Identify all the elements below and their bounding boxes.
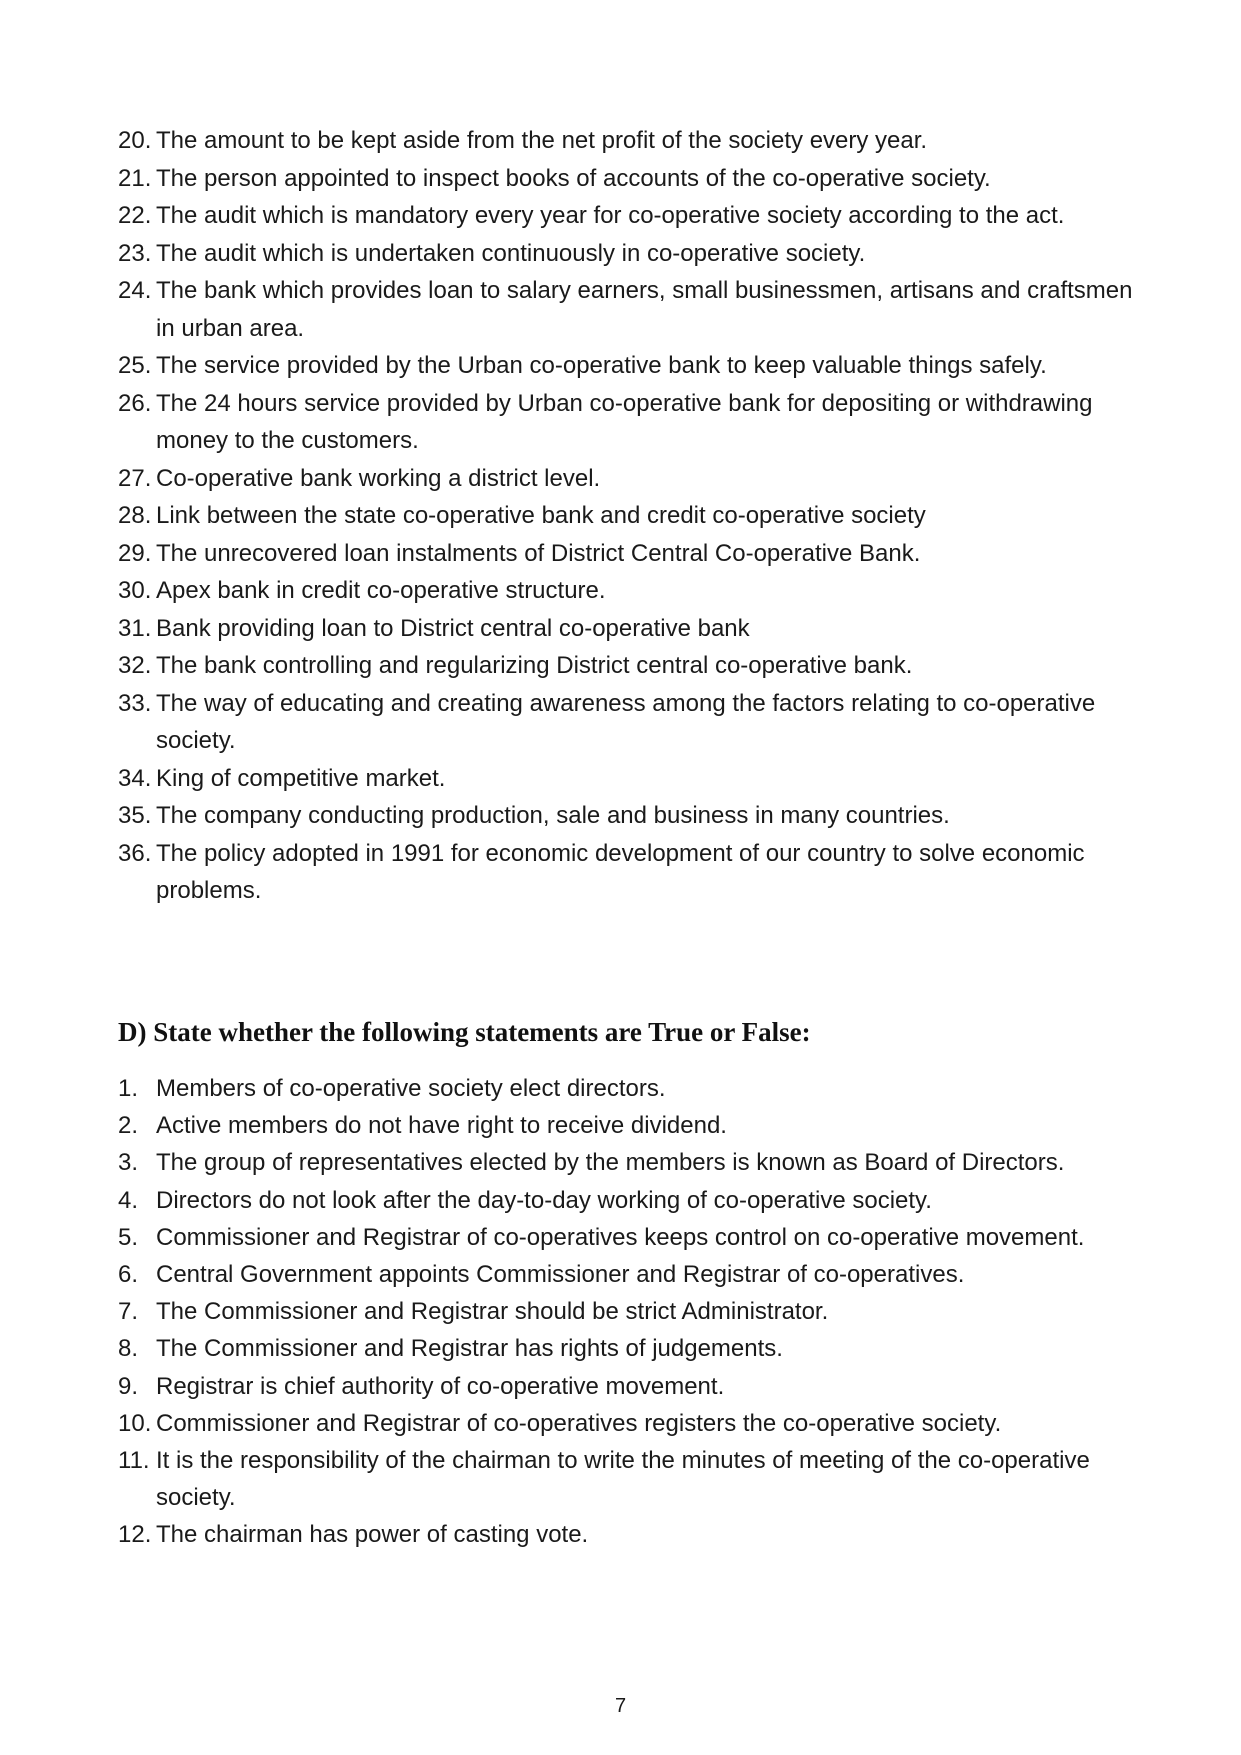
list-item [118, 535, 1138, 573]
item-text: Link between the state co-operative bank and credit co-operative society [156, 502, 926, 529]
item-number: 3. [118, 1149, 139, 1177]
item-number: 25. [118, 352, 152, 379]
list-item [118, 835, 1138, 910]
item-number: 7. [118, 1298, 139, 1326]
item-text: The bank controlling and regularizing District central co-operative bank. [156, 652, 913, 679]
item-number: 12. [118, 1521, 152, 1549]
list-item [118, 1219, 1138, 1256]
list-item [118, 497, 1138, 535]
item-number: 29. [118, 539, 152, 567]
list-item [118, 1144, 1138, 1181]
item-text: Commissioner and Registrar of co-operatives keeps control on co-operative movement. [156, 1223, 1085, 1251]
item-text: The amount to be kept aside from the net profit of the society every year. [156, 127, 928, 154]
section-c-list [118, 122, 1138, 910]
list-item [118, 1442, 1138, 1516]
item-number: 10. [118, 1409, 152, 1437]
item-text: The audit which is mandatory every year for co-operative society according to the act. [156, 202, 1065, 229]
item-number: 6. [118, 1261, 139, 1289]
item-text: The way of educating and creating awareness among the factors relating to co-operative society. [156, 689, 1096, 754]
page-number: 7 [614, 1695, 627, 1717]
list-item [118, 347, 1138, 385]
list-item [118, 160, 1138, 198]
item-text: The group of representatives elected by the members is known as Board of Directors. [156, 1149, 1065, 1177]
item-text: Directors do not look after the day-to-day working of co-operative society. [156, 1186, 932, 1214]
item-number: 5. [118, 1223, 139, 1251]
list-item [118, 610, 1138, 648]
item-number: 22. [118, 202, 152, 229]
item-number: 30. [118, 577, 152, 604]
list-item [118, 385, 1138, 460]
list-item [118, 197, 1138, 235]
item-text: The Commissioner and Registrar has rights of judgements. [156, 1335, 783, 1363]
item-text: King of competitive market. [156, 764, 446, 792]
list-item [118, 1256, 1138, 1293]
section-d-heading: D) State whether the following statements are True or False: [118, 1017, 811, 1047]
list-item [118, 1368, 1138, 1405]
list-item [118, 272, 1138, 347]
item-text: Co-operative bank working a district level. [156, 464, 601, 492]
item-number: 35. [118, 802, 152, 829]
item-number: 33. [118, 689, 152, 717]
item-text: The audit which is undertaken continuously in co-operative society. [156, 239, 866, 267]
list-item [118, 1070, 1138, 1107]
item-number: 4. [118, 1186, 139, 1214]
list-item [118, 647, 1138, 685]
item-text: Apex bank in credit co-operative structure. [156, 577, 606, 604]
item-text: The unrecovered loan instalments of District Central Co-operative Bank. [156, 539, 921, 567]
item-text: Central Government appoints Commissioner and Registrar of co-operatives. [156, 1261, 965, 1289]
item-number: 27. [118, 464, 152, 492]
list-item [118, 1405, 1138, 1442]
item-text: The bank which provides loan to salary earners, small businessmen, artisans and craftsmen in urban area. [156, 277, 1133, 342]
item-text: Active members do not have right to receive dividend. [156, 1112, 727, 1140]
list-item [118, 122, 1138, 160]
item-text: The chairman has power of casting vote. [156, 1521, 589, 1549]
item-number: 2. [118, 1112, 139, 1140]
list-item [118, 797, 1138, 835]
item-number: 11. [118, 1447, 150, 1475]
item-number: 28. [118, 502, 152, 529]
list-item [118, 685, 1138, 760]
item-number: 20. [118, 127, 152, 154]
list-item [118, 1182, 1138, 1219]
list-item [118, 235, 1138, 273]
item-text: The Commissioner and Registrar should be strict Administrator. [156, 1298, 829, 1326]
item-text: Registrar is chief authority of co-operative movement. [156, 1372, 725, 1400]
item-text: Members of co-operative society elect directors. [156, 1075, 666, 1102]
list-item [118, 1330, 1138, 1367]
item-number: 23. [118, 239, 152, 267]
item-number: 24. [118, 277, 152, 304]
item-text: The policy adopted in 1991 for economic development of our country to solve economic problems. [156, 839, 1085, 904]
item-number: 26. [118, 389, 152, 417]
list-item [118, 460, 1138, 498]
item-text: The person appointed to inspect books of accounts of the co-operative society. [156, 164, 991, 192]
item-number: 31. [118, 614, 152, 642]
item-number: 32. [118, 652, 152, 679]
item-text: The 24 hours service provided by Urban co-operative bank for depositing or withdrawing money to the customers. [156, 389, 1093, 454]
item-text: The company conducting production, sale and business in many countries. [156, 802, 950, 829]
item-number: 34. [118, 764, 152, 792]
list-item [118, 1516, 1138, 1553]
section-d-list [118, 1070, 1138, 1554]
item-text: The service provided by the Urban co-operative bank to keep valuable things safely. [156, 352, 1047, 379]
item-number: 8. [118, 1335, 139, 1363]
list-item [118, 572, 1138, 610]
item-text: Commissioner and Registrar of co-operatives registers the co-operative society. [156, 1409, 1002, 1437]
item-number: 36. [118, 839, 152, 867]
item-number: 9. [118, 1372, 139, 1400]
list-item [118, 1107, 1138, 1144]
item-text: It is the responsibility of the chairman to write the minutes of meeting of the co-operative society. [156, 1447, 1090, 1512]
item-text: Bank providing loan to District central co-operative bank [156, 614, 750, 642]
item-number: 1. [118, 1075, 139, 1102]
item-number: 21. [118, 164, 152, 192]
list-item [118, 1293, 1138, 1330]
list-item [118, 760, 1138, 798]
